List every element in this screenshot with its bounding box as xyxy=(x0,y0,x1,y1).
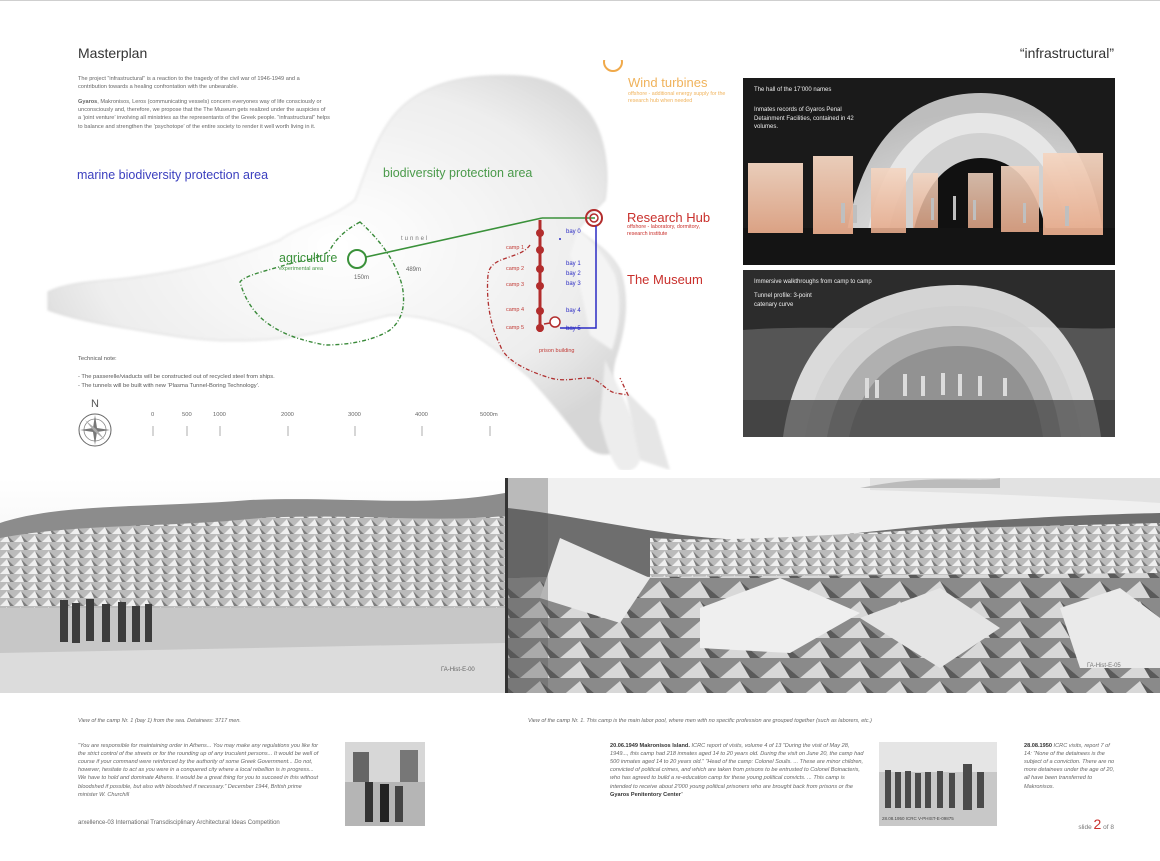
slide-number: 2 xyxy=(1093,816,1102,832)
camp-label-2: camp 2 xyxy=(506,266,525,272)
churchill-quote: “You are responsible for maintaining order in Athens... You may make any regulations you like for the strict control of the streets or for the rounding up of any truculent persons... It would be well of course if your command were reinforced by the authority of some Greek Government... Do not, however, hesitate to act as you were in a conquered city where a local rebellion is in progress... We have to hold and dominate Athens. It would be a great thing for you to succeed in this without bloodshed if possible, but also with bloodshed if necessary.” December 1944, British prime minister W. Churchill xyxy=(78,743,319,798)
tech-line-2: - The tunnels will be built with new ‘Plasma Tunnel-Boring Technology’. xyxy=(78,382,260,389)
intro-bold: Gyaros xyxy=(78,99,98,106)
intro-paragraph-1: The project “infrastructural” is a reaction to the tragedy of the civil war of 1946-1949 and a contribution towards a healing confrontation with the unbearable. xyxy=(78,76,300,91)
camp-label-3: camp 3 xyxy=(506,282,525,288)
photo-stamp-left: ΓΑ-Hist-E-00 xyxy=(441,667,475,673)
north-label: N xyxy=(91,398,99,410)
marine-area-label: marine biodiversity protection area xyxy=(77,168,269,182)
agriculture-label: agriculture xyxy=(279,251,338,265)
distance-150: 150m xyxy=(354,275,370,281)
thumb-photo-2-image xyxy=(879,742,997,826)
bay-label-2: bay 2 xyxy=(566,271,581,277)
icrc-quote xyxy=(610,742,866,799)
thumb-photo-2-stamp: 28.08.1950 ICRC V-PHIST-E-09875 xyxy=(882,816,954,821)
icrc-date: 20.06.1949 Makronisos Island. xyxy=(610,743,690,749)
island-map xyxy=(30,60,730,470)
tunnel-label: tunnel xyxy=(401,236,430,242)
slide-word: slide xyxy=(1078,824,1092,831)
slide-total: of 8 xyxy=(1103,824,1114,831)
report-text: ICRC visits, report 7 of 14: “None of the detainees is the subject of a conviction. There are no more detainees under the age of 20, all have been transferred to Makronisos. xyxy=(1024,743,1115,790)
hall-title: The hall of the 17’000 names xyxy=(754,87,832,93)
slide-indicator xyxy=(1078,816,1114,832)
bay-label-0: bay 0 xyxy=(566,229,581,235)
scale-label-4000: 4000 xyxy=(415,412,428,418)
icrc-close: ” xyxy=(680,791,683,798)
scale-label-0: 0 xyxy=(151,412,155,418)
island-shape xyxy=(48,76,630,455)
scale-label-3000: 3000 xyxy=(348,412,361,418)
project-title: “infrastructural” xyxy=(1019,45,1114,61)
prison-node xyxy=(550,317,560,327)
compass-icon xyxy=(77,412,113,448)
tunnel-text: Tunnel profile: 3-point catenary curve xyxy=(754,293,812,308)
bay-label-4: bay 4 xyxy=(566,308,581,314)
research-hub-label: Research Hub xyxy=(627,210,711,225)
thumb-photo-1-image xyxy=(345,742,425,826)
icrc-text: ICRC report of visits, volume 4 of 13 “During the visit of May 28, 1949..., this camp had 218 inmates aged 14 to 20 years old. During the visit on June 20, the camp had 500 inmates aged 14 to 20 years old.” “Head of the camp: Colonel Soulis. ... These are minor children, convicted of political crimes, and which are taken from prisons to be entrusted to Colonel Boinacteris, who has agreed to build a re-education camp for these young political convicts. ... This camp is intended to receive about 2'000 young political prisoners who are brought back from prisons or the xyxy=(610,743,864,790)
technical-note xyxy=(78,355,378,391)
camp-node-5 xyxy=(536,324,544,332)
thumb-photo-1 xyxy=(345,742,425,826)
camp-node-2 xyxy=(536,265,544,273)
prison-label: prison building xyxy=(539,348,575,354)
wind-turbines-sublabel: offshore - additional energy supply for the research hub when needed xyxy=(628,91,726,104)
camp-label-1: camp 1 xyxy=(506,245,525,251)
bay-label-5: bay 5 xyxy=(566,326,581,332)
scale-bar xyxy=(150,418,500,438)
scale-label-500: 500 xyxy=(182,412,192,418)
wind-turbines-label: Wind turbines xyxy=(628,75,708,90)
camp-node-4 xyxy=(536,307,544,315)
tech-line-1: - The passerelle/viaducts will be constructed out of recycled steel from ships. xyxy=(78,373,275,380)
museum-label: The Museum xyxy=(627,272,703,287)
camp-node-3 xyxy=(536,282,544,290)
biodiversity-area-label: biodiversity protection area xyxy=(383,166,533,180)
panorama-image xyxy=(0,478,1160,693)
bay-label-1: bay 1 xyxy=(566,261,581,267)
report-date: 28.08.1950 xyxy=(1024,743,1052,749)
wind-turbine-node xyxy=(604,60,622,71)
distance-489: 489m xyxy=(406,267,422,273)
agriculture-sublabel: experimental area xyxy=(279,266,324,272)
historical-panorama xyxy=(0,478,1160,693)
research-hub-sublabel: offshore - laboratory, dormitory, research institute xyxy=(627,224,701,238)
scale-label-1000: 1000 xyxy=(213,412,226,418)
top-rule xyxy=(0,0,1160,1)
camp-label-5: camp 5 xyxy=(506,325,525,331)
bay-label-3: bay 3 xyxy=(566,281,581,287)
photo-stamp-right: ΓΑ-Hist-E-05 xyxy=(1087,663,1121,669)
scale-label-2000: 2000 xyxy=(281,412,294,418)
camp-node-0 xyxy=(536,229,544,237)
caption-right: View of the camp Nr. 1. This camp is the main labor pool, where men with no specific profession are grouped together (such as laborers, etc.) xyxy=(528,718,872,724)
caption-left: View of the camp Nr. 1 (bay 1) from the sea. Detainees: 3717 men. xyxy=(78,718,241,724)
thumb-photo-2 xyxy=(879,742,997,826)
tech-title: Technical note: xyxy=(78,356,117,362)
page-title: Masterplan xyxy=(78,45,148,61)
camp-node-1 xyxy=(536,246,544,254)
camp-label-4: camp 4 xyxy=(506,307,525,313)
scale-label-5000: 5000m xyxy=(480,412,498,418)
intro-rest: , Makronisos, Leros (communicating vessels) concern everyones way of life consciously or unconsciously and, therefore, we propose that the The Museum gets realized under the auspicies of a ‘joint venture’ involving all ministries as the representants of the Greek people. “infrastructural” helps to balance and strengthen the ‘psychotope’ of the entire society to render it well worth living in it. xyxy=(78,99,330,130)
competition-footer: arxellence-03 International Transdisciplinary Architectural Ideas Competition xyxy=(78,820,280,826)
icrc-end: Gyaros Penitentory Center xyxy=(610,791,681,798)
tunnel-title: Immersive walkthroughs from camp to camp xyxy=(754,279,872,285)
hall-text: Inmates records of Gyaros Penal Detainment Facilities, contained in 42 volumes. xyxy=(754,107,854,131)
icrc-report-quote xyxy=(1024,742,1116,791)
